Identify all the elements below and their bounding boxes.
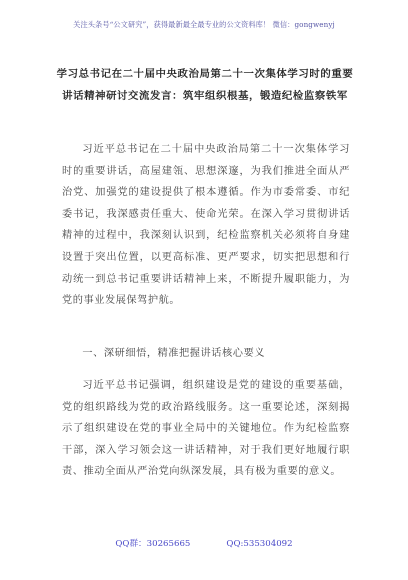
- footer-qq-contact: QQ:535304092: [226, 539, 293, 549]
- section-heading: 一、深研细悟，精准把握讲话核心要义: [82, 348, 265, 359]
- footer-qq-group: QQ群：30265665: [115, 539, 191, 549]
- footer-contacts: [0, 537, 408, 549]
- header-banner: 关注头条号“公文研究”，获得最新最全最专业的公文资料库！ 微信：gongwenyj: [73, 20, 335, 29]
- document-title: 学习总书记在二十届中央政治局第二十一次集体学习时的重要讲话精神研讨交流发言：筑牢组织根基，锻造纪检监察铁军: [56, 68, 354, 102]
- paragraph-body: 习近平总书记强调，组织建设是党的建设的重要基础，党的组织路线为党的政治路线服务。这一重要论述，深刻揭示了组织建设在党的事业全局中的关键地位。作为纪检监察干部，深入学习领会这一讲话精神，对于我们更好地履行职责、推动全面从严治党向纵深发展，具有极为重要的意义。: [62, 380, 350, 478]
- paragraph-intro: 习近平总书记在二十届中央政治局第二十一次集体学习时的重要讲话，高屋建瓴、思想深邃，为我们推进全面从严治党、加强党的建设提供了根本遵循。作为市委常委、市纪委书记，我深感责任重大、使命光荣。在深入学习贯彻讲话精神的过程中，我深刻认识到，纪检监察机关必须将自身建设置于突出位置，以更高标准、更严要求，切实把思想和行动统一到总书记重要讲话精神上来，不断提升履职能力，为党的事业发展保驾护航。: [62, 144, 350, 307]
